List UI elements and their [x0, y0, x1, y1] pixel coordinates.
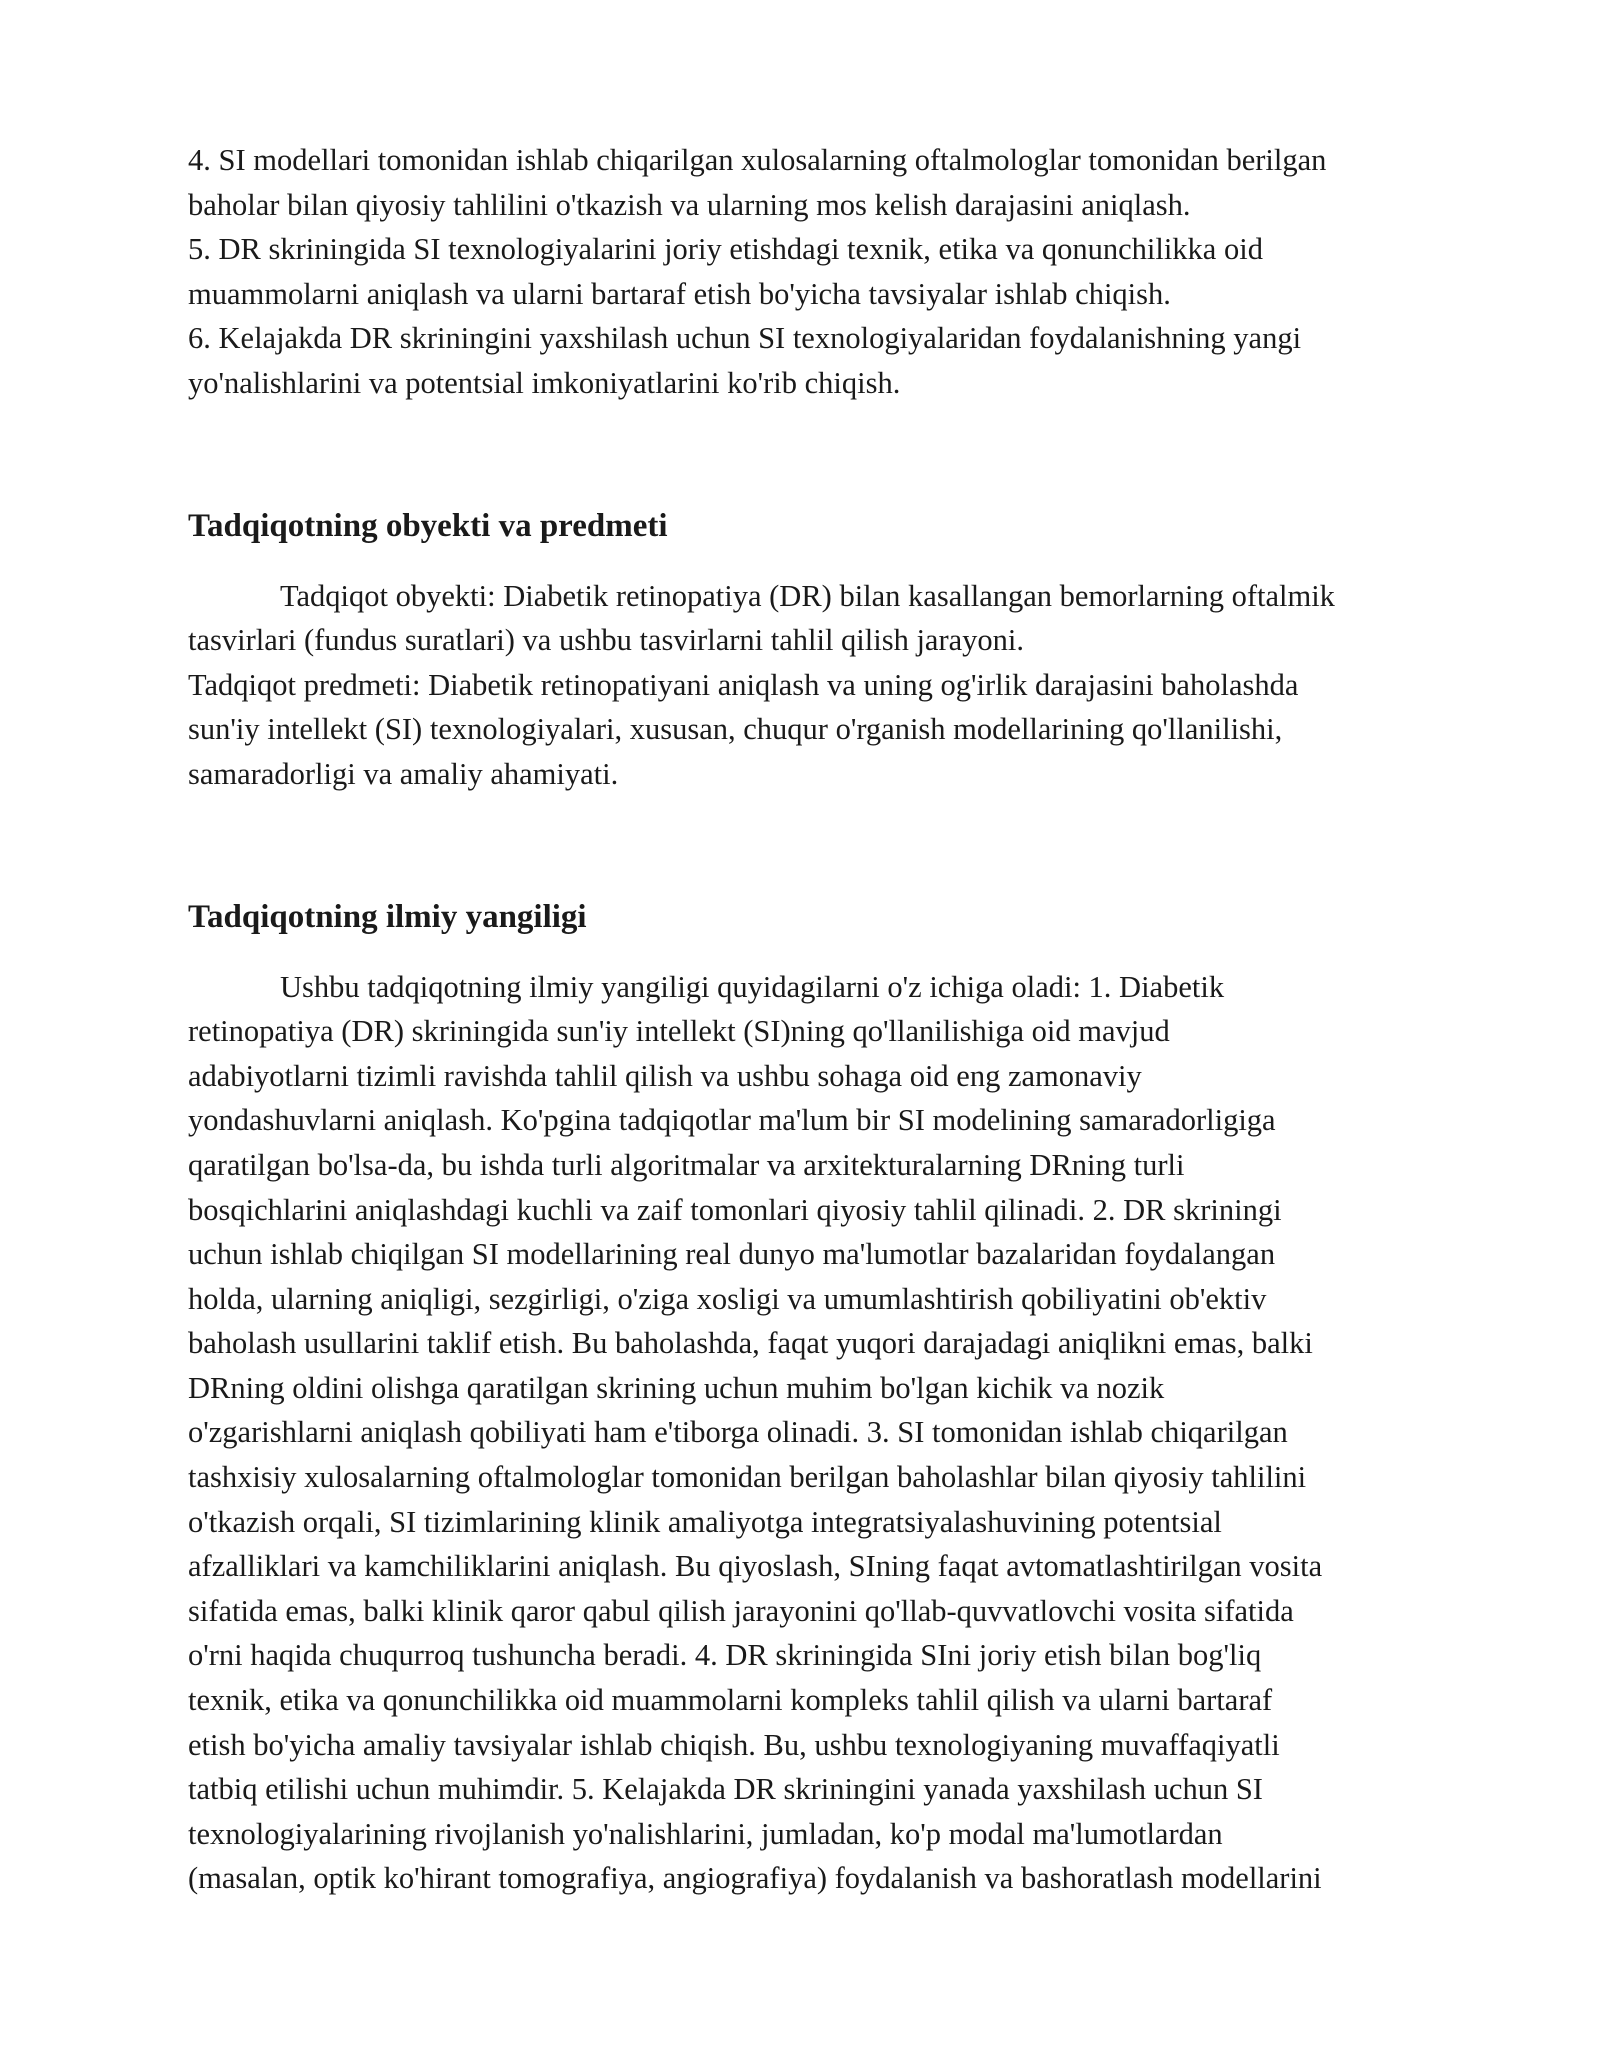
list-item-6: 6. Kelajakda DR skriningini yaxshilash uchun SI texnologiyalaridan foydalanishning yangi yo'nalishlarini va potentsial imkoniyatlarini ko'rib chiqish. — [188, 321, 1302, 400]
list-item-5: 5. DR skriningida SI texnologiyalarini joriy etishdagi texnik, etika va qonunchilikka oid muammolarni aniqlash va ularni bartaraf etish bo'yicha tavsiyalar ishlab chiqish. — [188, 232, 1263, 311]
research-object-paragraph: Tadqiqot obyekti: Diabetik retinopatiya (DR) bilan kasallangan bemorlarning oftalmik tasvirlari (fundus suratlari) va ushbu tasvirlarni tahlil qilish jarayoni. — [188, 578, 1335, 658]
section-object-subject-body — [188, 574, 1468, 797]
section-scientific-novelty-body — [188, 965, 1468, 1901]
research-subject-paragraph: Tadqiqot predmeti: Diabetik retinopatiyani aniqlash va uning og'irlik darajasini baholashda sun'iy intellekt (SI) texnologiyalari, xususan, chuqur o'rganish modellarining qo'llanilishi, samaradorligi va amaliy ahamiyati. — [188, 667, 1299, 791]
page-content — [188, 138, 1468, 1901]
scientific-novelty-paragraph: Ushbu tadqiqotning ilmiy yangiligi quyidagilarni o'z ichiga oladi: 1. Diabetik retinopatiya (DR) skriningida sun'iy intellekt (SI)ning qo'llanilishiga oid mavjud adabiyotlarni tizimli ravishda tahlil qilish va ushbu sohaga oid eng zamonaviy yondashuvlarni aniqlash. Ko'pgina tadqiqotlar ma'lum bir SI modelining samaradorligiga qaratilgan bo'lsa-da, bu ishda turli algoritmalar va arxitekturalarning DRning turli bosqichlarini aniqlashdagi kuchli va zaif tomonlari qiyosiy tahlil qilinadi. 2. DR skriningi uchun ishlab chiqilgan SI modellarining real dunyo ma'lumotlar bazalaridan foydalangan holda, ularning aniqligi, sezgirligi, o'ziga xosligi va umumlashtirish qobiliyatini ob'ektiv baholash usullarini taklif etish. Bu baholashda, faqat yuqori darajadagi aniqlikni emas, balki DRning oldini olishga qaratilgan skrining uchun muhim bo'lgan kichik va nozik o'zgarishlarni aniqlash qobiliyati ham e'tiborga olinadi. 3. SI tomonidan ishlab chiqarilgan tashxisiy xulosalarning oftalmologlar tomonidan berilgan baholashlar bilan qiyosiy tahlilini o'tkazish orqali, SI tizimlarining klinik amaliyotga integratsiyalashuvining potentsial afzalliklari va kamchiliklarini aniqlash. Bu qiyoslash, SIning faqat avtomatlashtirilgan vosita sifatida emas, balki klinik qaror qabul qilish jarayonini qo'llab-quvvatlovchi vosita sifatida o'rni haqida chuqurroq tushuncha beradi. 4. DR skriningida SIni joriy etish bilan bog'liq texnik, etika va qonunchilikka oid muammolarni kompleks tahlil qilish va ularni bartaraf etish bo'yicha amaliy tavsiyalar ishlab chiqish. Bu, ushbu texnologiyaning muvaffaqiyatli tatbiq etilishi uchun muhimdir. 5. Kelajakda DR skriningini yanada yaxshilash uchun SI texnologiyalarining rivojlanish yo'nalishlarini, jumladan, ko'p modal ma'lumotlardan (masalan, optik ko'hirant tomografiya, angiografiya) foydalanish va bashoratlash modellarini — [188, 969, 1323, 1896]
list-item-4: 4. SI modellari tomonidan ishlab chiqarilgan xulosalarning oftalmologlar tomonidan berilgan baholar bilan qiyosiy tahlilini o'tkazish va ularning mos kelish darajasini aniqlash. — [188, 143, 1327, 222]
objectives-list — [188, 138, 1468, 406]
section-heading-object-subject: Tadqiqotning obyekti va predmeti — [188, 507, 668, 544]
section-heading-scientific-novelty: Tadqiqotning ilmiy yangiligi — [188, 898, 587, 935]
